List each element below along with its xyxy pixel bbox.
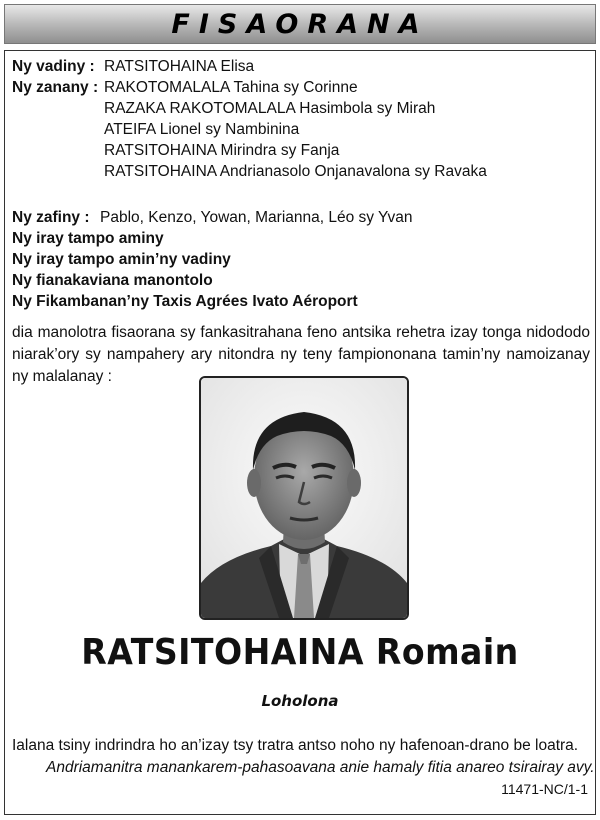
reference-code: 11471-NC/1-1: [501, 781, 588, 797]
deceased-title: Loholona: [261, 692, 339, 710]
deceased-name: RATSITOHAINA Romain: [81, 632, 519, 673]
zanany-name: RATSITOHAINA Mirindra sy Fanja: [104, 142, 340, 159]
other-family-line: Ny iray tampo amin’ny vadiny: [12, 251, 231, 268]
zafiny-label: Ny zafiny :: [12, 209, 90, 226]
zanany-name: RATSITOHAINA Andrianasolo Onjanavalona sy Ravaka: [104, 163, 487, 180]
zanany-name: ATEIFA Lionel sy Nambinina: [104, 121, 300, 138]
blessing-line: Andriamanitra manankarem-pahasoavana anie hamaly fitia anareo tsirairay avy.: [46, 759, 595, 776]
zafiny-names: Pablo, Kenzo, Yowan, Marianna, Léo sy Yvan: [100, 209, 413, 226]
page-title: FISAORANA: [171, 8, 429, 40]
other-family-line: Ny fianakaviana manontolo: [12, 272, 213, 289]
zafiny-row: [12, 207, 592, 228]
zanany-row: [12, 77, 592, 98]
thanks-message: dia manolotra fisaorana sy fankasitrahana feno antsika rehetra izay tonga nidododo niarak’ory sy nampahery ary nitondra ny teny fampiononana tamin’ny namoizanay ny malalanay :: [12, 324, 590, 385]
apology-line: Ialana tsiny indrindra ho an’izay tsy tratra antso noho ny hafenoan-drano be loatra.: [12, 737, 579, 754]
other-family-line: Ny iray tampo aminy: [12, 230, 164, 247]
other-family-line: Ny Fikambanan’ny Taxis Agrées Ivato Aéroport: [12, 293, 358, 310]
vadiny-name: RATSITOHAINA Elisa: [104, 58, 255, 75]
zanany-name: RAZAKA RAKOTOMALALA Hasimbola sy Mirah: [104, 100, 436, 117]
family-list: [12, 56, 592, 312]
vadiny-label: Ny vadiny :: [12, 58, 95, 75]
zanany-label: Ny zanany :: [12, 79, 99, 96]
header-banner: [4, 4, 596, 44]
zanany-name: RAKOTOMALALA Tahina sy Corinne: [104, 79, 358, 96]
portrait-image: [201, 378, 407, 618]
vadiny-row: [12, 56, 592, 77]
portrait-photo: [199, 376, 409, 620]
